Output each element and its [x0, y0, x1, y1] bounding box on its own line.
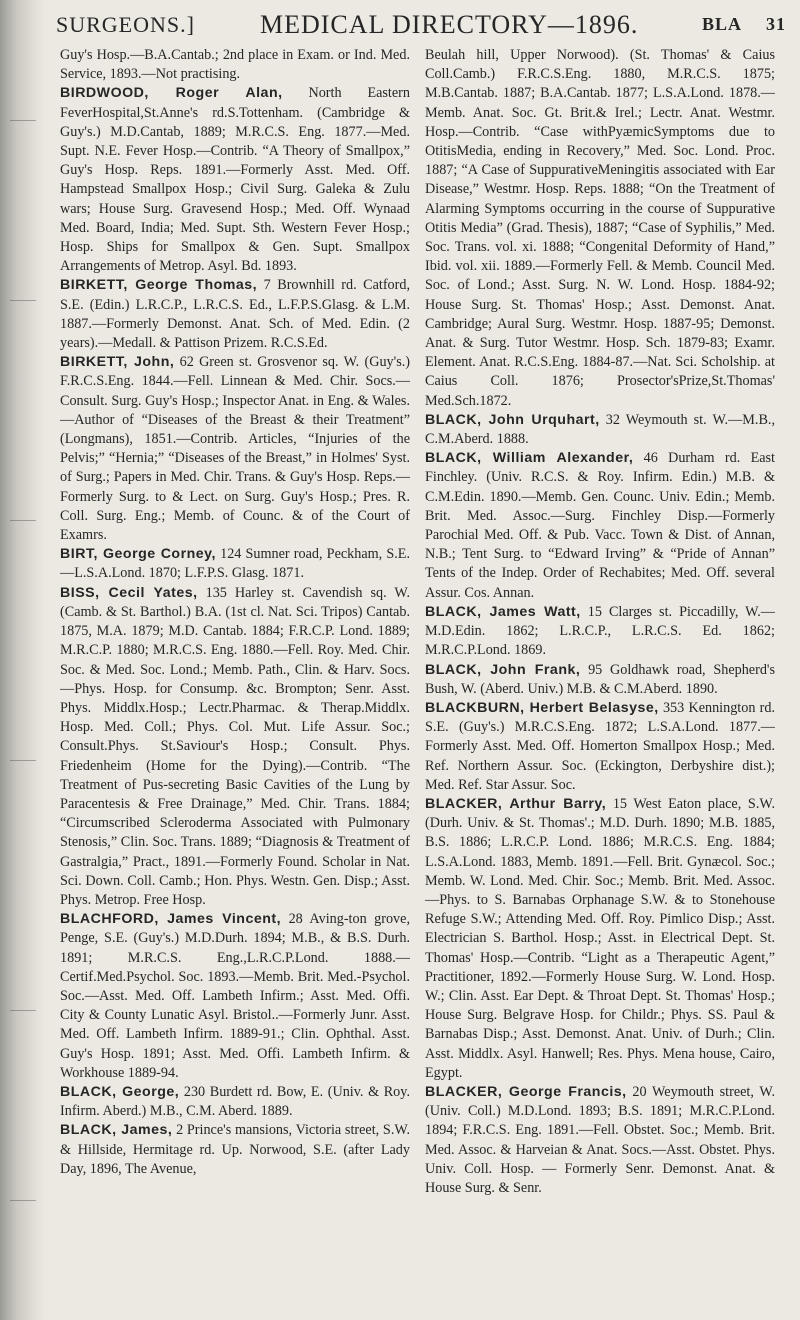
binding-mark — [10, 1010, 36, 1011]
entry-text: 2 Prince's mansions, Victoria street, S.W. & Hillside, Hermitage rd. Up. Norwood, S.E. (after Lady Day, 1896, The Avenue, — [60, 1122, 411, 1177]
entry-text: 62 Green st. Grosvenor sq. W. (Guy's.) F.R.C.S.Eng. 1844.—Fell. Linnean & Med. Chir. Socs.—Consult. Surg. Guy's Hosp.; Inspector Anat. in Eng. & Wales.—Author of “Diseases of the Breast & their Treatment” (Longmans), 1851.—Contrib. Articles, “Injuries of the Pelvis;” “Hernia;” “Diseases of the Breast,” in Holmes' Syst. of Surg.; Papers in Med. Chir. Trans. & Guy's Hosp. Reps.—Formerly Surg. to & Lect. on Surg. Guy's Hosp.; Pres. R. Coll. Surg. Eng.; Memb. of Counc. & of the Court of Examrs. — [60, 354, 410, 544]
entry-name: BLACKBURN, Herbert Belasyse, — [425, 699, 659, 716]
binding-mark — [10, 1200, 36, 1201]
directory-entry — [425, 411, 775, 449]
entry-name: BLACKER, Arthur Barry, — [425, 795, 607, 812]
entry-text: North Eastern FeverHospital,St.Anne's rd.S.Tottenham. (Cambridge & Guy's.) M.D.Cantab, 1889; M.R.C.S. Eng. 1877.—Med. Supt. N.E. Fever Hosp.—Contrib. “A Theory of Smallpox,” Guy's Hosp. Reps. 1891.—Formerly Asst. Med. Off. Hampstead Smallpox Hosp.; Civil Surg. Galeka & Zulu wars; House Surg. Gravesend Hosp.; Med. Off. Wynaad Med. Board, India; Med. Supt. Sth. Western Fever Hosp.; Hosp. Ships for Smallpox & Gen. Supt. Smallpox Arrangements of Metrop. Asyl. Bd. 1893. — [60, 85, 410, 275]
page-indicator — [702, 14, 786, 35]
entry-text: 135 Harley st. Cavendish sq. W. (Camb. & St. Barthol.) B.A. (1st cl. Nat. Sci. Tripos) Cantab. 1875, M.A. 1879; M.D. Cantab. 1884; F.R.C.P. Lond. 1889; M.R.C.P. 1880; M.R.C.S. Eng. 1880.—Fell. Roy. Med. Chir. Soc. & Med. Soc. Lond.; Memb. Path., Clin. & Harv. Socs.—Phys. Hosp. for Consump. &c. Brompton; Senr. Asst. Phys. Middlx.Hosp.; Lectr.Pharmac. & Therap.Middlx. Hosp. Med. Coll.; Phys. Col. Mut. Life Assur. Soc.; Consult.Phys. St.Saviour's Hosp.; Consult. Phys. Friedenheim (Home for the Dying).—Contrib. “The Treatment of Pus-secreting Basic Cavities of the Lung by Paracentesis & Free Drainage,” Med. Chir. Trans. 1884; “Circumscribed Scleroderma Associated with Pulmonary Stenosis,” Clin. Soc. Trans. 1889; “Diagnosis & Treatment of Gastralgia,” Pract., 1891.—Formerly Found. Scholar in Nat. Sci. Down. Coll. Camb.; Hon. Phys. Westn. Gen. Disp.; Asst. Phys. Metrop. Free Hosp. — [60, 584, 411, 908]
entry-name: BLACK, John Frank, — [425, 661, 581, 678]
entry-name: BIRKETT, George Thomas, — [60, 277, 258, 294]
directory-entry — [60, 276, 410, 353]
binding-mark — [10, 300, 36, 301]
entry-name: BIRT, George Corney, — [60, 546, 216, 563]
entry-text: 124 Sumner road, Peckham, S.E.—L.S.A.Lond. 1870; L.F.P.S. Glasg. 1871. — [60, 546, 411, 582]
directory-entry — [425, 46, 775, 411]
entry-name: BLACK, James, — [60, 1122, 173, 1139]
binding-mark — [10, 760, 36, 761]
directory-entry — [60, 584, 410, 910]
left-column — [60, 46, 410, 1179]
directory-entry — [60, 353, 410, 545]
entry-text: 32 Weymouth st. W.—M.B., C.M.Aberd. 1888. — [425, 411, 775, 448]
entry-name: BLACK, James Watt, — [425, 603, 581, 620]
entry-text: 353 Kennington rd. S.E. (Guy's.) M.R.C.S.Eng. 1872; L.S.A.Lond. 1877.—Formerly Asst. Med. Off. Homerton Smallpox Hosp.; Med. Ref. Northern Assur. Soc. (Eckington, Derbyshire dist.); Med. Ref. Star Assur. Soc. — [425, 699, 776, 793]
entry-text: 28 Aving-ton grove, Penge, S.E. (Guy's.) M.D.Durh. 1894; M.B., & B.S. Durh. 1891; M.R.C.S. Eng.,L.R.C.P.Lond. 1888.—Certif.Med.Psychol. Soc. 1893.—Memb. Brit. Med.-Psychol. Soc.—Asst. Med. Off. Lambeth Infirm.; Asst. Med. Offi. City & County Lunatic Asyl. Bristol..—Formerly Junr. Asst. Med. Off. Lambeth Infirm. 1889-91.; Clin. Ophthal. Asst. Guy's Hosp. 1891; Asst. Med. Offi. Lambeth Infirm. & Workhouse 1889-94. — [60, 911, 410, 1081]
page-number: 31 — [766, 14, 786, 34]
entry-name: BLACHFORD, James Vincent, — [60, 911, 282, 928]
entry-text: 20 Weymouth street, W. (Univ. Coll.) M.D.Lond. 1893; B.S. 1891; M.R.C.P.Lond. 1894; F.R.C.S. Eng. 1891.—Fell. Obstet. Soc.; Memb. Brit. Med. Assoc. & Harveian & Anat. Socs.—Asst. Obstet. Phys. Univ. Coll. Hosp. — Formerly Senr. Demonst. Anat. & House Surg. & Senr. — [425, 1083, 776, 1196]
directory-entry — [425, 795, 775, 1083]
entry-name: BIRDWOOD, Roger Alan, — [60, 85, 283, 102]
entry-text: 7 Brownhill rd. Catford, S.E. (Edin.) L.R.C.P., L.R.C.S. Ed., L.F.P.S.Glasg. & L.M. 1887.—Formerly Demonst. Anat. Sch. of Med. Edin. (2 years).—Medall. & Pattison Prizem. R.C.S.Ed. — [60, 277, 411, 352]
directory-entry — [425, 449, 775, 603]
entry-text: 15 West Eaton place, S.W. (Durh. Univ. & St. Thomas'.; M.D. Durh. 1890; M.B. 1885, B.S. 1886; L.R.C.P. Lond. 1886; M.R.C.S. Eng. 1884; L.S.A.Lond. 1883, Memb. 1891.—Fell. Brit. Gynæcol. Soc.; Memb. W. Lond. Med. Chir. Soc.; Memb. Brit. Med. Assoc.—Phys. to S. Barnabas Orphanage S.W. & to Stonehouse Refuge S.W.; Attending Med. Off. Roy. Pimlico Disp.; Asst. Electrician S. Barthol. Hosp.; Asst. in Electrical Dept. St. Thomas' Hosp.—Contrib. “Light as a Therapeutic Agent,” Practitioner, 1892.—Formerly House Surg. W. Lond. Hosp. W.; Clin. Asst. Ear Dept. & Throat Dept. St. Thomas' Hosp.; House Surg. Belgrave Hosp. for Childr.; Phys. SS. Paul & Barnabas Disp.; Asst. Demonst. Anat. Univ. of Durh.; Clin. Asst. Middlx. Asyl. Hanwell; Res. Phys. Mena house, Cairo, Egypt. — [425, 795, 775, 1081]
entry-text: 15 Clarges st. Piccadilly, W.—M.D.Edin. 1862; L.R.C.P., L.R.C.S. Ed. 1862; M.R.C.P.Lond. 1869. — [425, 603, 775, 659]
directory-entry — [60, 1083, 410, 1121]
directory-entry — [60, 545, 410, 583]
directory-entry — [60, 1121, 410, 1179]
binding-mark — [10, 120, 36, 121]
binding-mark — [10, 520, 36, 521]
directory-entry — [425, 699, 775, 795]
right-column — [425, 46, 775, 1198]
section-label: SURGEONS.] — [56, 12, 195, 37]
directory-title: MEDICAL DIRECTORY—1896. — [260, 10, 639, 39]
entry-name: BISS, Cecil Yates, — [60, 584, 198, 601]
page-binding-edge — [0, 0, 46, 1320]
entry-name: BLACK, George, — [60, 1083, 180, 1100]
directory-entry — [60, 46, 410, 84]
entry-name: BLACKER, George Francis, — [425, 1083, 627, 1100]
directory-entry — [425, 1083, 775, 1198]
entry-name: BIRKETT, John, — [60, 354, 175, 371]
entry-text: Guy's Hosp.—B.A.Cantab.; 2nd place in Exam. or Ind. Med. Service, 1893.—Not practising. — [60, 47, 410, 83]
entry-name: BLACK, John Urquhart, — [425, 411, 600, 428]
entry-text: 95 Goldhawk road, Shepherd's Bush, W. (Aberd. Univ.) M.B. & C.M.Aberd. 1890. — [425, 661, 775, 697]
entry-text: Beulah hill, Upper Norwood). (St. Thomas' & Caius Coll.Camb.) F.R.C.S.Eng. 1880, M.R.C.S. 1875; M.B.Cantab. 1887; B.A.Cantab. 1877; L.S.A.Lond. 1878.—Memb. Anat. Soc. Gt. Brit.& Irel.; Lectr. Anat. Westmr. Hosp.—Contrib. “Case withPyæmicSymptoms due to OtitisMedia, ending in Recovery,” Med. Soc. Lond. Proc. 1887; “A Case of SuppurativeMeningitis associated with Ear Disease,” Westmr. Hosp. Reps. 1888; “On the Treatment of Alarming Symptoms occurring in the course of Suppurative Otitis Media” (Grad. Thesis), 1887; “Case of Syphilis,” Med. Soc. Trans. vol. xi. 1888; “Congenital Deformity of Hand,” Ibid. vol. xii. 1889.—Formerly Fell. & Memb. Council Med. Soc. of Lond.; Asst. Surg. N. W. Lond. Hosp. 1884-92; House Surg. St. Thomas' Hosp.; Asst. Demonst. Anat. Cambridge; Aural Surg. Westmr. Hosp. 1887-95; Demonst. Anat. & Surg. Tutor Westmr. Hosp. Sch. 1879-83; Examr. Element. Anat. R.C.S.Eng. 1884-87.—Nat. Sci. Scholship. at Caius Coll. 1876; Prosector'sPrize,St.Thomas' Med.Sch.1872. — [425, 47, 775, 409]
directory-entry — [425, 603, 775, 661]
entry-name: BLACK, William Alexander, — [425, 450, 634, 467]
running-header — [50, 8, 794, 42]
directory-entry — [60, 84, 410, 276]
entry-text: 46 Durham rd. East Finchley. (Univ. R.C.S. & Roy. Infirm. Edin.) M.B. & C.M.Edin. 1890.—Memb. Gen. Counc. Univ. Edin.; Memb. Brit. Med. Assoc.—Surg. Finchley Disp.—Formerly Parochial Med. Off. & Pub. Vacc. Town & Dist. of Annan, N.B.; Tent Surg. to “Edward Irving” & “Pride of Annan” Tents of the Indep. Order of Rechabites; Med. Off. several Assur. Cos. Annan. — [425, 450, 775, 601]
directory-entry — [425, 661, 775, 699]
section-code: BLA — [701, 14, 742, 34]
directory-entry — [60, 910, 410, 1083]
entry-text: 230 Burdett rd. Bow, E. (Univ. & Roy. Infirm. Aberd.) M.B., C.M. Aberd. 1889. — [60, 1083, 410, 1120]
